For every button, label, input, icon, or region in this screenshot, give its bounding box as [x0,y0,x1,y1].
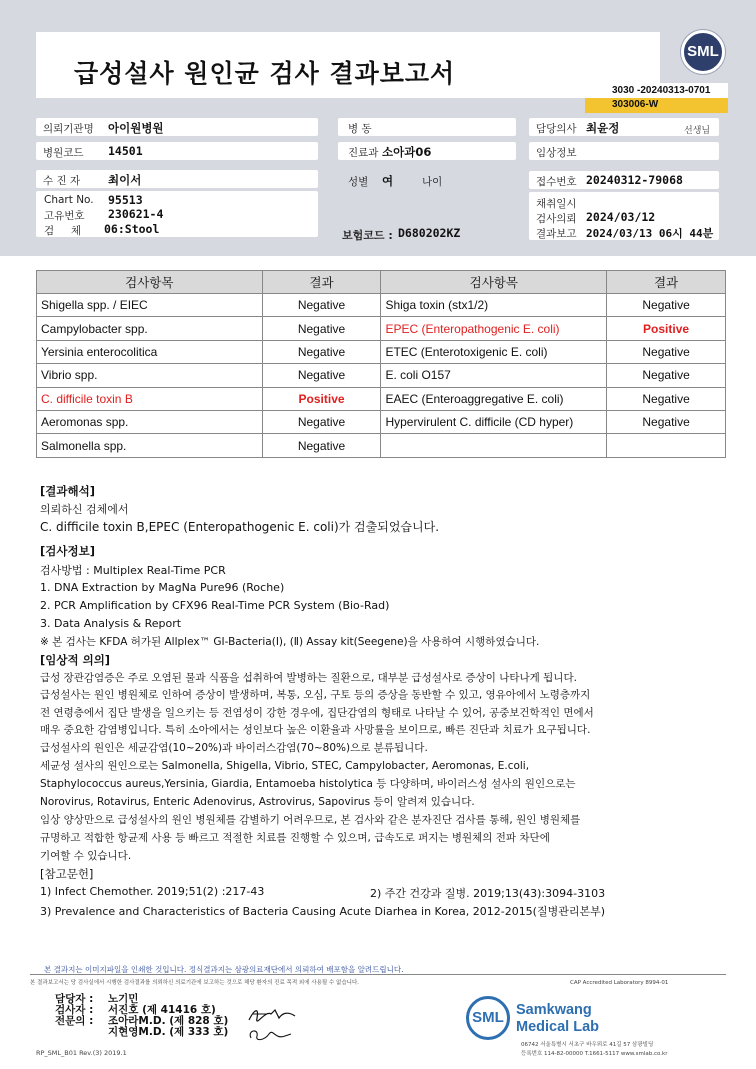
header-result-2: 결과 [607,271,726,294]
test-result [607,434,726,457]
method-line: 2. PCR Amplification by CFX96 Real-Time PCR System (Bio-Rad) [40,599,390,612]
report-label: 결과보고 [536,228,577,240]
staff-value: 서진호 (제 41416 호) [108,1004,216,1016]
doctor-suffix: 선생님 [684,126,711,136]
test-result: Negative [262,294,381,317]
staff-label: 담당자 : [55,993,94,1005]
lab-name-line1: Samkwang [516,1002,592,1018]
test-item: Salmonella spp. [37,434,263,457]
table-row [37,294,726,317]
table-row [37,410,726,433]
test-result: Negative [262,317,381,340]
insurance-label: 보험코드 : [342,229,393,242]
hospital-code-value: 14501 [108,144,143,158]
test-item-positive: EPEC (Enteropathogenic E. coli) [381,317,607,340]
test-item: Aeromonas spp. [37,410,263,433]
form-code: RP_SML_B01 Rev.(3) 2019.1 [36,1049,127,1057]
method-line: ※ 본 검사는 KFDA 허가된 Allplex™ GI-Bacteria(Ⅰ), (Ⅱ) Assay kit(Seegene)을 사용하여 시행하였습니다. [40,636,540,648]
method-heading: [검사정보] [40,544,95,558]
results-table [36,270,726,458]
staff-value: 지현영M.D. (제 333 호) [108,1026,229,1038]
test-item: ETEC (Enterotoxigenic E. coli) [381,340,607,363]
footer-fine-print: 본 결과보고서는 당 검사실에서 시행한 검사결과를 의뢰하신 의료기관에 보고하는 것으로 해당 환자의 진료 목적 외에 사용될 수 없습니다. [30,980,360,986]
sml-logo-icon: SML [681,30,725,74]
report-date-value: 2024/03/13 06시 44분 [586,227,714,240]
insurance-value: D680202KZ [398,226,461,240]
clinical-line: 기여할 수 있습니다. [40,850,132,862]
sex-label: 성별 [348,176,369,188]
test-item: E. coli O157 [381,364,607,387]
cap-accreditation: CAP Accredited Laboratory 8994-01 [570,980,669,986]
test-result-positive: Positive [262,387,381,410]
test-result: Negative [262,340,381,363]
dept-value: 소아과06 [382,145,432,159]
staff-label: 검사자 : [55,1004,94,1016]
table-row [37,387,726,410]
references-heading: [참고문헌] [40,867,94,881]
method-line: 검사방법 : Multiplex Real-Time PCR [40,564,226,577]
test-result: Negative [262,434,381,457]
clinical-line: 급성설사는 원인 병원체로 인하여 증상이 발생하며, 복통, 오심, 구토 등의 증상을 동반할 수 있고, 영유아에서 노령층까지 [40,689,591,701]
clinical-line: Staphylococcus aureus,Yersinia, Giardia, Entamoeba histolytica 등 다양하며, 바이러스성 설사의 원인으로는 [40,778,576,790]
collect-label: 채취일시 [536,198,577,210]
sex-value: 여 [382,174,394,188]
table-row [37,317,726,340]
chart-no-label: Chart No. [44,194,94,206]
ward-label: 병 동 [348,123,372,135]
interpretation-heading: [결과해석] [40,484,95,498]
specimen-value: 06:Stool [104,222,160,236]
report-title: 급성설사 원인균 검사 결과보고서 [74,59,456,88]
receipt-value: 20240312-79068 [586,173,683,187]
header-item-1: 검사항목 [37,271,263,294]
test-item: Shigella spp. / EIEC [37,294,263,317]
specimen-label: 검 체 [44,225,81,237]
test-result: Negative [607,364,726,387]
signature-icon [245,1004,299,1026]
table-header-row [37,271,726,294]
request-label: 검사의뢰 [536,213,577,225]
hospital-code-label: 병원코드 [43,147,84,159]
test-item: Hypervirulent C. difficile (CD hyper) [381,410,607,433]
report-code-line1: 3030 -20240313-0701 [612,85,711,96]
table-row [37,340,726,363]
clinical-line: 임상 양상만으로 급성설사의 원인 병원체를 감별하기 어려우므로, 본 검사와 같은 분자진단 검사를 통해, 원인 병원체를 [40,814,581,826]
dept-label: 진료과 [348,147,379,159]
id-no-value: 230621-4 [108,207,164,221]
clinical-line: 급성설사의 원인은 세균감염(10~20%)과 바이러스감염(70~80%)으로 분류됩니다. [40,742,428,754]
clinical-heading: [임상적 의의] [40,653,111,667]
interpretation-line-1: 의뢰하신 검체에서 [40,503,129,516]
samkwang-logo-icon: SML [466,996,510,1040]
test-result: Negative [262,410,381,433]
test-result: Negative [607,410,726,433]
method-line: 1. DNA Extraction by MagNa Pure96 (Roche) [40,581,285,594]
doctor-value: 최윤정 [586,121,620,135]
patient-label: 수 진 자 [43,175,81,187]
reference-2: 2) 주간 건강과 질병. 2019;13(43):3094-3103 [370,887,606,900]
test-item [381,434,607,457]
request-date-value: 2024/03/12 [586,210,656,224]
lab-contact: 등록번호 114-82-00000 T.1661-5117 www.smlab.co.kr [521,1051,668,1057]
test-item: Campylobacter spp. [37,317,263,340]
staff-value: 노기민 [108,993,139,1005]
clinical-line: Norovirus, Rotavirus, Enteric Adenovirus, Astrovirus, Sapovirus 등이 알려져 있습니다. [40,796,475,808]
id-no-label: 고유번호 [44,210,85,222]
clinical-line: 규명하고 적합한 항균제 사용 등 빠르고 적절한 치료를 진행할 수 있으며, 급속도로 퍼지는 병원체의 전파 차단에 [40,832,550,844]
clinical-line: 매우 중요한 감염병입니다. 특히 소아에서는 성인보다 높은 이환율과 사망률을 보이므로, 빠른 진단과 치료가 요구됩니다. [40,724,591,736]
clinical-line: 급성 장관감염증은 주로 오염된 물과 식품을 섭취하여 발병하는 질환으로, 대부분 급성설사로 증상이 나타나게 됩니다. [40,672,577,684]
clinical-info-label: 임상정보 [536,147,577,159]
institution-value: 아이원병원 [108,121,164,135]
reference-3: 3) Prevalence and Characteristics of Bacteria Causing Acute Diarhea in Korea, 2012-2015(질병관리본부) [40,905,606,918]
staff-label: 전문의 : [55,1015,94,1027]
signature-icon [245,1026,295,1044]
report-code-line2: 303006-W [612,99,659,110]
method-line: 3. Data Analysis & Report [40,617,182,630]
interpretation-line-2: C. difficile toxin B,EPEC (Enteropathogenic E. coli)가 검출되었습니다. [40,520,440,534]
institution-label: 의뢰기관명 [43,123,94,135]
table-row [37,434,726,457]
test-result: Negative [607,340,726,363]
test-result: Negative [607,387,726,410]
clinical-line: 세균성 설사의 원인으로는 Salmonella, Shigella, Vibrio, STEC, Campylobacter, Aeromonas, E.coli, [40,760,530,772]
footer-notice: 본 결과지는 이미지파일을 인쇄한 것입니다. 정식결과지는 삼광의료재단에서 의뢰하여 배포함을 알려드립니다. [44,965,404,974]
test-item: EAEC (Enteroaggregative E. coli) [381,387,607,410]
footer-divider [30,974,726,975]
test-result: Negative [262,364,381,387]
age-label: 나이 [422,176,443,188]
test-item: Vibrio spp. [37,364,263,387]
lab-name-line2: Medical Lab [516,1019,599,1035]
test-result-positive: Positive [607,317,726,340]
header-result-1: 결과 [262,271,381,294]
doctor-label: 담당의사 [536,123,577,135]
clinical-line: 전 연령층에서 집단 발생을 일으키는 등 전염성이 강한 경우에, 집단감염의 형태로 나타날 수 있어, 공중보건학적인 면에서 [40,707,594,719]
table-row [37,364,726,387]
patient-name-value: 최이서 [108,173,142,187]
header-item-2: 검사항목 [381,271,607,294]
receipt-label: 접수번호 [536,176,577,188]
staff-value: 조아라M.D. (제 828 호) [108,1015,229,1027]
chart-no-value: 95513 [108,193,143,207]
test-item: Yersinia enterocolitica [37,340,263,363]
lab-address: 06742 서울특별시 서초구 바우뫼로 41길 57 삼광빌딩 [521,1042,654,1048]
reference-1: 1) Infect Chemother. 2019;51(2) :217-43 [40,885,265,898]
test-item-positive: C. difficile toxin B [37,387,263,410]
test-item: Shiga toxin (stx1/2) [381,294,607,317]
test-result: Negative [607,294,726,317]
